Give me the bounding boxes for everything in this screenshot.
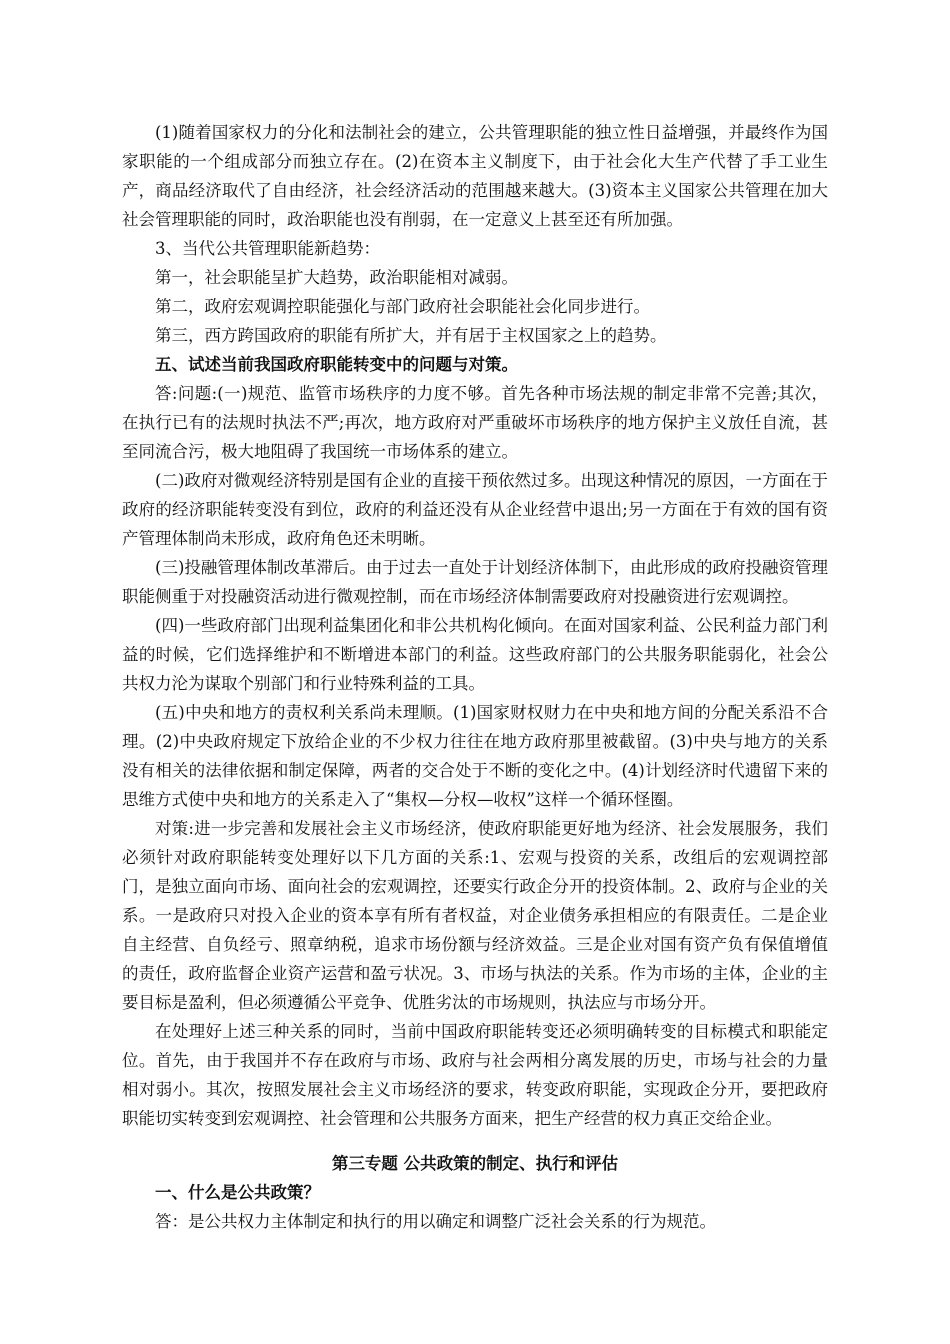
- paragraph-5: 第三，西方跨国政府的职能有所扩大，并有居于主权国家之上的趋势。: [155, 326, 667, 345]
- section-5-paragraph-1: 答:问题:(一)规范、监管市场秩序的力度不够。首先各种市场法规的制定非常不完善;其次，在执行已有的法规时执法不严;再次，地方政府对严重破坏市场秩序的地方保护主义放任自流，甚至同流合污，极大地阻碍了我国统一市场体系的建立。: [122, 384, 828, 461]
- section-5-paragraph-3: (三)投融管理体制改革滞后。由于过去一直处于计划经济体制下，由此形成的政府投融资管理职能侧重于对投融资活动进行微观控制，而在市场经济体制需要政府对投融资进行宏观调控。: [122, 558, 828, 606]
- question-1-answer: 答：是公共权力主体制定和执行的用以确定和调整广泛社会关系的行为规范。: [155, 1212, 716, 1231]
- paragraph-3: 第一，社会职能呈扩大趋势，政治职能相对减弱。: [155, 268, 518, 287]
- paragraph-4: 第二，政府宏观调控职能强化与部门政府社会职能社会化同步进行。: [155, 297, 650, 316]
- chapter-3-title: 第三专题 公共政策的制定、执行和评估: [331, 1154, 619, 1173]
- paragraph-2: 3、当代公共管理职能新趋势：: [155, 239, 380, 258]
- question-1-heading: 一、什么是公共政策？: [155, 1183, 320, 1202]
- section-5-paragraph-7: 在处理好上述三种关系的同时，当前中国政府职能转变还必须明确转变的目标模式和职能定位。首先，由于我国并不存在政府与市场、政府与社会两相分离发展的历史，市场与社会的力量相对弱小。其次，按照发展社会主义市场经济的要求，转变政府职能，实现政企分开，要把政府职能切实转变到宏观调控、社会管理和公共服务方面来，把生产经营的权力真正交给企业。: [122, 1022, 828, 1128]
- paragraph-1: (1)随着国家权力的分化和法制社会的建立，公共管理职能的独立性日益增强，并最终作为国家职能的一个组成部分而独立存在。(2)在资本主义制度下，由于社会化大生产代替了手工业生产，商品经济取代了自由经济，社会经济活动的范围越来越大。(3)资本主义国家公共管理在加大社会管理职能的同时，政治职能也没有削弱，在一定意义上甚至还有所加强。: [122, 123, 828, 229]
- section-5-paragraph-6: 对策:进一步完善和发展社会主义市场经济，使政府职能更好地为经济、社会发展服务，我们必须针对政府职能转变处理好以下几方面的关系:1、宏观与投资的关系，改组后的宏观调控部门，是独立面向市场、面向社会的宏观调控，还要实行政企分开的投资体制。2、政府与企业的关系。一是政府只对投入企业的资本享有所有者权益，对企业债务承担相应的有限责任。二是企业自主经营、自负经亏、照章纳税，追求市场份额与经济效益。三是企业对国有资产负有保值增值的责任，政府监督企业资产运营和盈亏状况。3、市场与执法的关系。作为市场的主体，企业的主要目标是盈利，但必须遵循公平竞争、优胜劣汰的市场规则，执法应与市场分开。: [122, 819, 828, 1012]
- section-5-paragraph-2: (二)政府对微观经济特别是国有企业的直接干预依然过多。出现这种情况的原因，一方面在于政府的经济职能转变没有到位，政府的利益还没有从企业经营中退出;另一方面在于有效的国有资产管理体制尚未形成，政府角色还未明晰。: [122, 471, 828, 548]
- section-5-paragraph-4: (四)一些政府部门出现利益集团化和非公共机构化倾向。在面对国家利益、公民利益力部门利益的时候，它们选择维护和不断增进本部门的利益。这些政府部门的公共服务职能弱化，社会公共权力沦为谋取个别部门和行业特殊利益的工具。: [122, 616, 828, 693]
- section-5-heading: 五、试述当前我国政府职能转变中的问题与对策。: [155, 355, 518, 374]
- section-5-paragraph-5: (五)中央和地方的责权利关系尚未理顺。(1)国家财权财力在中央和地方间的分配关系沿不合理。(2)中央政府规定下放给企业的不少权力往往在地方政府那里被截留。(3)中央与地方的关系没有相关的法律依据和制定保障，两者的交合处于不断的变化之中。(4)计划经济时代遗留下来的思维方式使中央和地方的关系走入了“集权—分权—收权”这样一个循环怪圈。: [122, 703, 828, 809]
